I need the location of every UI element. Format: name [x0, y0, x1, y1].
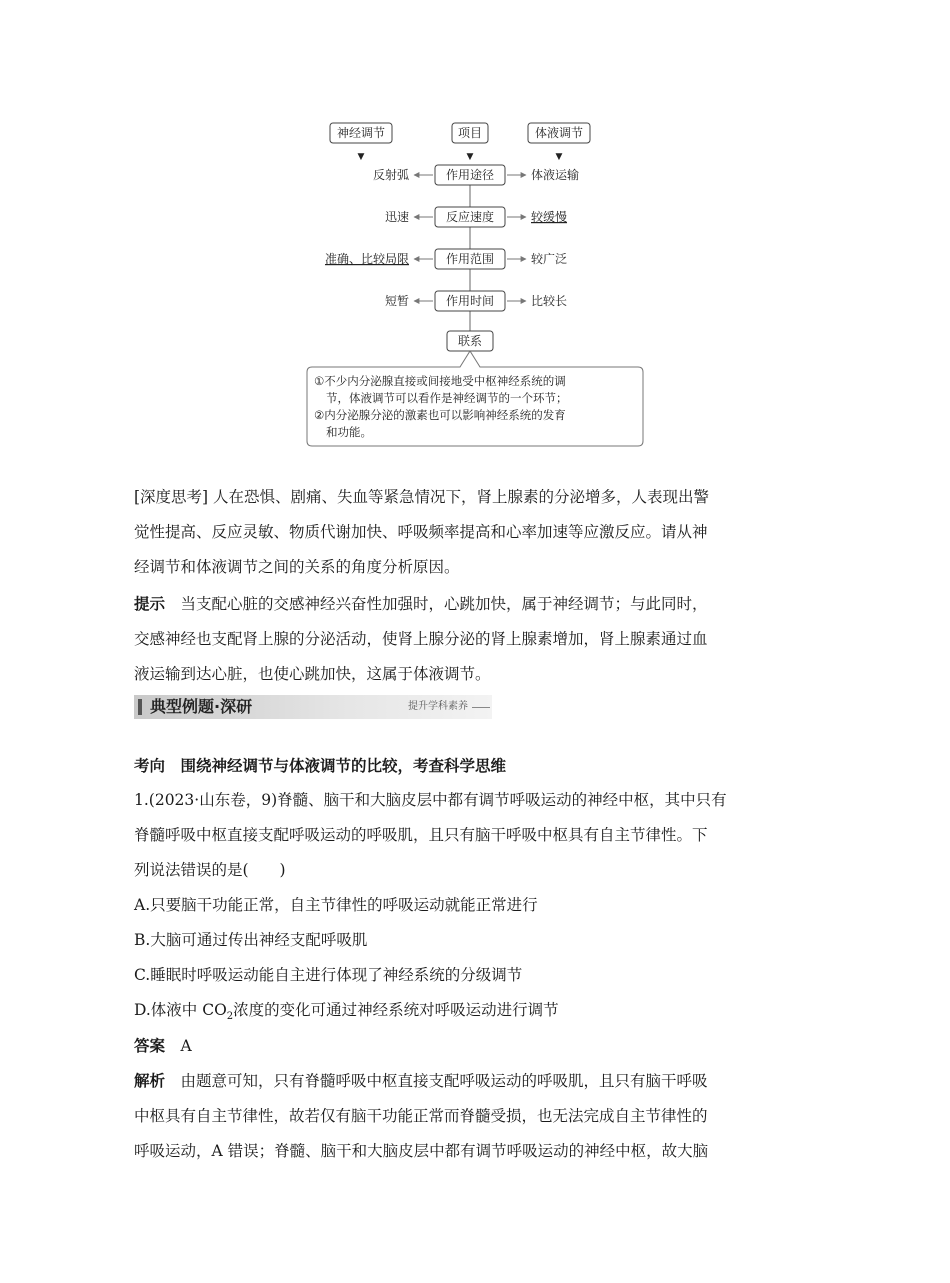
neural-route: 反射弧: [372, 168, 409, 182]
hint-line-2: 交感神经也支配肾上腺的分泌活动，使肾上腺分泌的肾上腺素增加，肾上腺素通过血: [134, 630, 708, 648]
item-range: 作用范围: [445, 252, 495, 266]
humoral-range: 较广泛: [531, 252, 568, 266]
deep-think-paragraph: [134, 480, 816, 585]
hint-label: 提示: [134, 594, 166, 613]
option-c: C.睡眠时呼吸运动能自主进行体现了神经系统的分级调节: [134, 966, 523, 984]
banner-title: 典型例题·深研: [150, 697, 253, 716]
neural-speed: 迅速: [384, 210, 409, 224]
question-block: [134, 783, 816, 1034]
question-line-1: 1.(2023·山东卷，9)脊髓、脑干和大脑皮层中都有调节呼吸运动的神经中枢，其中只有: [134, 791, 727, 809]
neural-range: 准确、比较局限: [324, 252, 409, 266]
option-a: A.只要脑干功能正常，自主节律性的呼吸运动就能正常进行: [134, 896, 538, 914]
direction-heading: [134, 748, 816, 783]
header-item: 项目: [457, 126, 483, 140]
link-line-1: ①不少内分泌腺直接或间接地受中枢神经系统的调: [314, 374, 566, 388]
question-line-2: 脊髓呼吸中枢直接支配呼吸运动的呼吸肌，且只有脑干呼吸中枢具有自主节律性。下: [134, 826, 708, 844]
analysis-label: 解析: [134, 1071, 166, 1090]
link-label: 联系: [457, 334, 483, 348]
answer-value: A: [165, 1037, 192, 1055]
question-line-3: 列说法错误的是( ): [134, 861, 286, 879]
link-line-3: ②内分泌腺分泌的激素也可以影响神经系统的发育: [314, 408, 566, 422]
direction-label: 考向: [134, 756, 166, 775]
option-d: D.体液中 $CO_2$浓度的变化可通过神经系统对呼吸运动进行调节: [134, 1001, 559, 1023]
analysis-line-1: 由题意可知，只有脊髓呼吸中枢直接支配呼吸运动的呼吸肌，且只有脑干呼吸: [165, 1072, 708, 1090]
down-arrow-item: ▼: [466, 152, 474, 162]
deep-think-label: [深度思考]: [134, 488, 209, 506]
banner-rule: [472, 707, 490, 708]
analysis-line-2: 中枢具有自主节律性，故若仅有脑干功能正常而脊髓受损，也无法完成自主节律性的: [134, 1107, 708, 1125]
hint-paragraph: [134, 586, 816, 692]
down-arrow-humoral: ▼: [555, 152, 563, 162]
section-banner: [134, 695, 492, 719]
analysis-line-3: 呼吸运动，A 错误；脊髓、脑干和大脑皮层中都有调节呼吸运动的神经中枢，故大脑: [134, 1142, 709, 1160]
humoral-route: 体液运输: [531, 168, 580, 182]
deep-think-line-1: 人在恐惧、剧痛、失血等紧急情况下，肾上腺素的分泌增多，人表现出警: [208, 488, 710, 506]
humoral-duration: 比较长: [531, 294, 568, 308]
item-speed: 反应速度: [445, 210, 495, 224]
hint-line-3: 液运输到达心脏，也使心跳加快，这属于体液调节。: [134, 665, 491, 683]
item-route: 作用途径: [445, 168, 495, 182]
analysis-block: [134, 1063, 816, 1169]
header-humoral: 体液调节: [534, 126, 584, 140]
hint-line-1: 当支配心脏的交感神经兴奋性加强时，心跳加快，属于神经调节；与此同时，: [165, 595, 708, 613]
header-neural: 神经调节: [336, 126, 386, 140]
answer-block: [134, 1028, 816, 1064]
item-duration: 作用时间: [445, 294, 495, 308]
link-line-2: 节，体液调节可以看作是神经调节的一个环节；: [326, 391, 568, 405]
humoral-speed: 较缓慢: [531, 210, 568, 224]
banner-marker: [138, 699, 142, 715]
answer-label: 答案: [134, 1036, 166, 1055]
deep-think-line-3: 经调节和体液调节之间的关系的角度分析原因。: [134, 558, 460, 576]
comparison-diagram: [300, 115, 660, 455]
neural-duration: 短暂: [384, 294, 409, 308]
link-line-4: 和功能。: [326, 425, 372, 439]
down-arrow-neural: ▼: [357, 152, 365, 162]
banner-subtitle: 提升学科素养: [408, 701, 468, 712]
deep-think-line-2: 觉性提高、反应灵敏、物质代谢加快、呼吸频率提高和心率加速等应激反应。请从神: [134, 523, 708, 541]
direction-text: 围绕神经调节与体液调节的比较，考查科学思维: [165, 756, 507, 775]
option-b: B.大脑可通过传出神经支配呼吸肌: [134, 931, 368, 949]
